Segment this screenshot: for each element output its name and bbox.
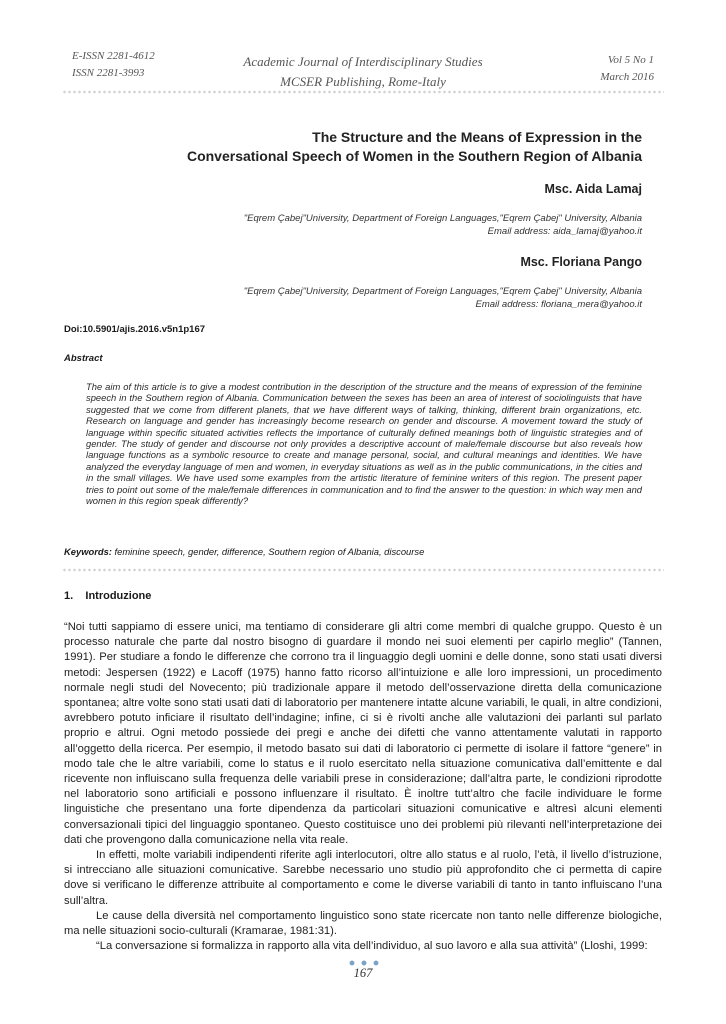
journal-name: Academic Journal of Interdisciplinary Studies bbox=[243, 54, 483, 69]
keywords-text: feminine speech, gender, difference, Southern region of Albania, discourse bbox=[114, 546, 425, 557]
section-heading: 1. Introduzione bbox=[64, 590, 152, 602]
paragraph: “Noi tutti sappiamo di essere unici, ma tentiamo di considerare gli altri come membri di qualche gruppo. Questo è un processo naturale che parte dal nostro bisogno di guardare il mondo nei suoi elementi per capirlo meglio” (Tannen, 1991). Per studiare a fondo le differenze che corrono tra il linguaggio degli uomini e delle donne, sono stati usati diversi metodi: Jespersen (1922) e Lacoff (1975) hanno fatto ricorso all’intuizione e alle loro impressioni, un procedimento normale negli studi del Novecento; più tradizionale appare il metodo dell’osservazione diretta della comunicazione spontanea; altre volte sono stati usati dati di laboratorio per mantenere intatte alcune variabili, le quali, in altre condizioni, avrebbero potuto inficiare il risultato dell’indagine; infine, ci si è rivolti anche alle valutazioni dei parlanti sul parlato proprio e altrui. Ogni metodo possiede dei pregi e anche dei difetti che vanno attentamente valutati in rapporto all’oggetto della ricerca. Per esempio, il metodo basato sui dati di laboratorio ci permette di isolare il fattore “genere” in modo tale che le altre variabili, come lo status e il ruolo esercitato nella situazione comunicativa dall’emittente e dal ricevente non influiscano sulla frequenza delle variabili prese in considerazione; dall’altra parte, le condizioni riprodotte nel laboratorio sono artificiali e possono influenzare il risultato. È inoltre tutt’altro che facile individuare le forme linguistiche che presentano una forte dipendenza da particolari situazioni comunicative e altresì alcuni elementi conversazionali tipici del linguaggio spontaneo. Questo costituisce uno dei problemi più rilevanti nell’interpretazione dei dati che provengono dalla comunicazione nella vita reale. bbox=[64, 621, 662, 846]
journal-block bbox=[180, 52, 546, 92]
issue-date: March 2016 bbox=[600, 71, 654, 83]
paragraph: “La conversazione si formalizza in rapporto alla vita dell’individuo, al suo lavoro e alla sua attività” (Lloshi, 1999: bbox=[96, 940, 648, 953]
issn-block bbox=[72, 48, 155, 82]
issn: ISSN 2281-3993 bbox=[72, 67, 145, 79]
abstract-text: The aim of this article is to give a modest contribution in the description of the structure and the means of expression of the feminine speech in the Southern region of Albania. Communication between the sexes has been an area of interest of sociolinguists that have suggested that we come from different planets, that we have different ways of talking, thinking, different brain organizations, etc. Research on language and gender has increasingly become research on gender and discourse. A movement toward the study of language within specific situated activities reflects the importance of culturally defined meanings both of linguistic strategies and of gender. The study of gender and discourse not only provides a descriptive account of male/female discourse but also reveals how language functions as a symbolic resource to create and manage personal, social, and cultural meanings and identities. We have analyzed the everyday language of men and women, in everyday situations as well as in the public communications, in the cities and in the small villages. We have used some examples from the artistic literature of feminine writers of this region. The present paper tries to point out some of the male/female differences in communication and to find the answer to the question: in which way men and women in this region speak differently? bbox=[86, 381, 642, 507]
eissn: E-ISSN 2281-4612 bbox=[72, 50, 155, 62]
body-text bbox=[64, 620, 662, 954]
paragraph: In effetti, molte variabili indipendenti riferite agli interlocutori, oltre allo status e al ruolo, l’età, il livello d’istruzione, si intrecciano alle situazioni comunicative. Sarebbe necessario uno studio più approfondito che ci permetta di capire dove si verificano le differenze attribuite al comportamento e come le diverse variabili di tanto in tanto influiscano l’una sull’altra. bbox=[64, 849, 662, 907]
keywords-label: Keywords: bbox=[64, 546, 112, 557]
issue-block bbox=[600, 52, 654, 86]
publisher: MCSER Publishing, Rome-Italy bbox=[280, 74, 446, 89]
affiliation-text: "Eqrem Çabej"University, Department of Foreign Languages,"Eqrem Çabej" University, Albania bbox=[243, 213, 642, 224]
author-email: Email address: aida_lamaj@yahoo.it bbox=[487, 226, 642, 237]
author-email: Email address: floriana_mera@yahoo.it bbox=[475, 299, 642, 310]
affiliation-text: "Eqrem Çabej"University, Department of Foreign Languages,"Eqrem Çabej" University, Albania bbox=[243, 286, 642, 297]
author-affiliation bbox=[244, 285, 642, 311]
page-number: 167 bbox=[353, 966, 373, 980]
title-line-2: Conversational Speech of Women in the Southern Region of Albania bbox=[186, 148, 642, 164]
title-line-1: The Structure and the Means of Expression in the bbox=[312, 129, 642, 145]
paragraph: Le cause della diversità nel comportamento linguistico sono state ricercate non tanto nelle differenze biologiche, ma nelle situazioni socio-culturali (Kramarae, 1981:31). bbox=[64, 909, 662, 938]
doi: Doi:10.5901/ajis.2016.v5n1p167 bbox=[64, 324, 206, 335]
section-divider bbox=[62, 568, 664, 572]
keywords bbox=[64, 546, 424, 557]
volume: Vol 5 No 1 bbox=[607, 54, 654, 66]
paper-title bbox=[120, 128, 642, 166]
header-divider bbox=[62, 90, 664, 94]
author-affiliation bbox=[244, 212, 642, 238]
abstract-heading: Abstract bbox=[64, 353, 103, 364]
author-name: Msc. Aida Lamaj bbox=[544, 182, 642, 196]
author-name: Msc. Floriana Pango bbox=[520, 255, 642, 269]
